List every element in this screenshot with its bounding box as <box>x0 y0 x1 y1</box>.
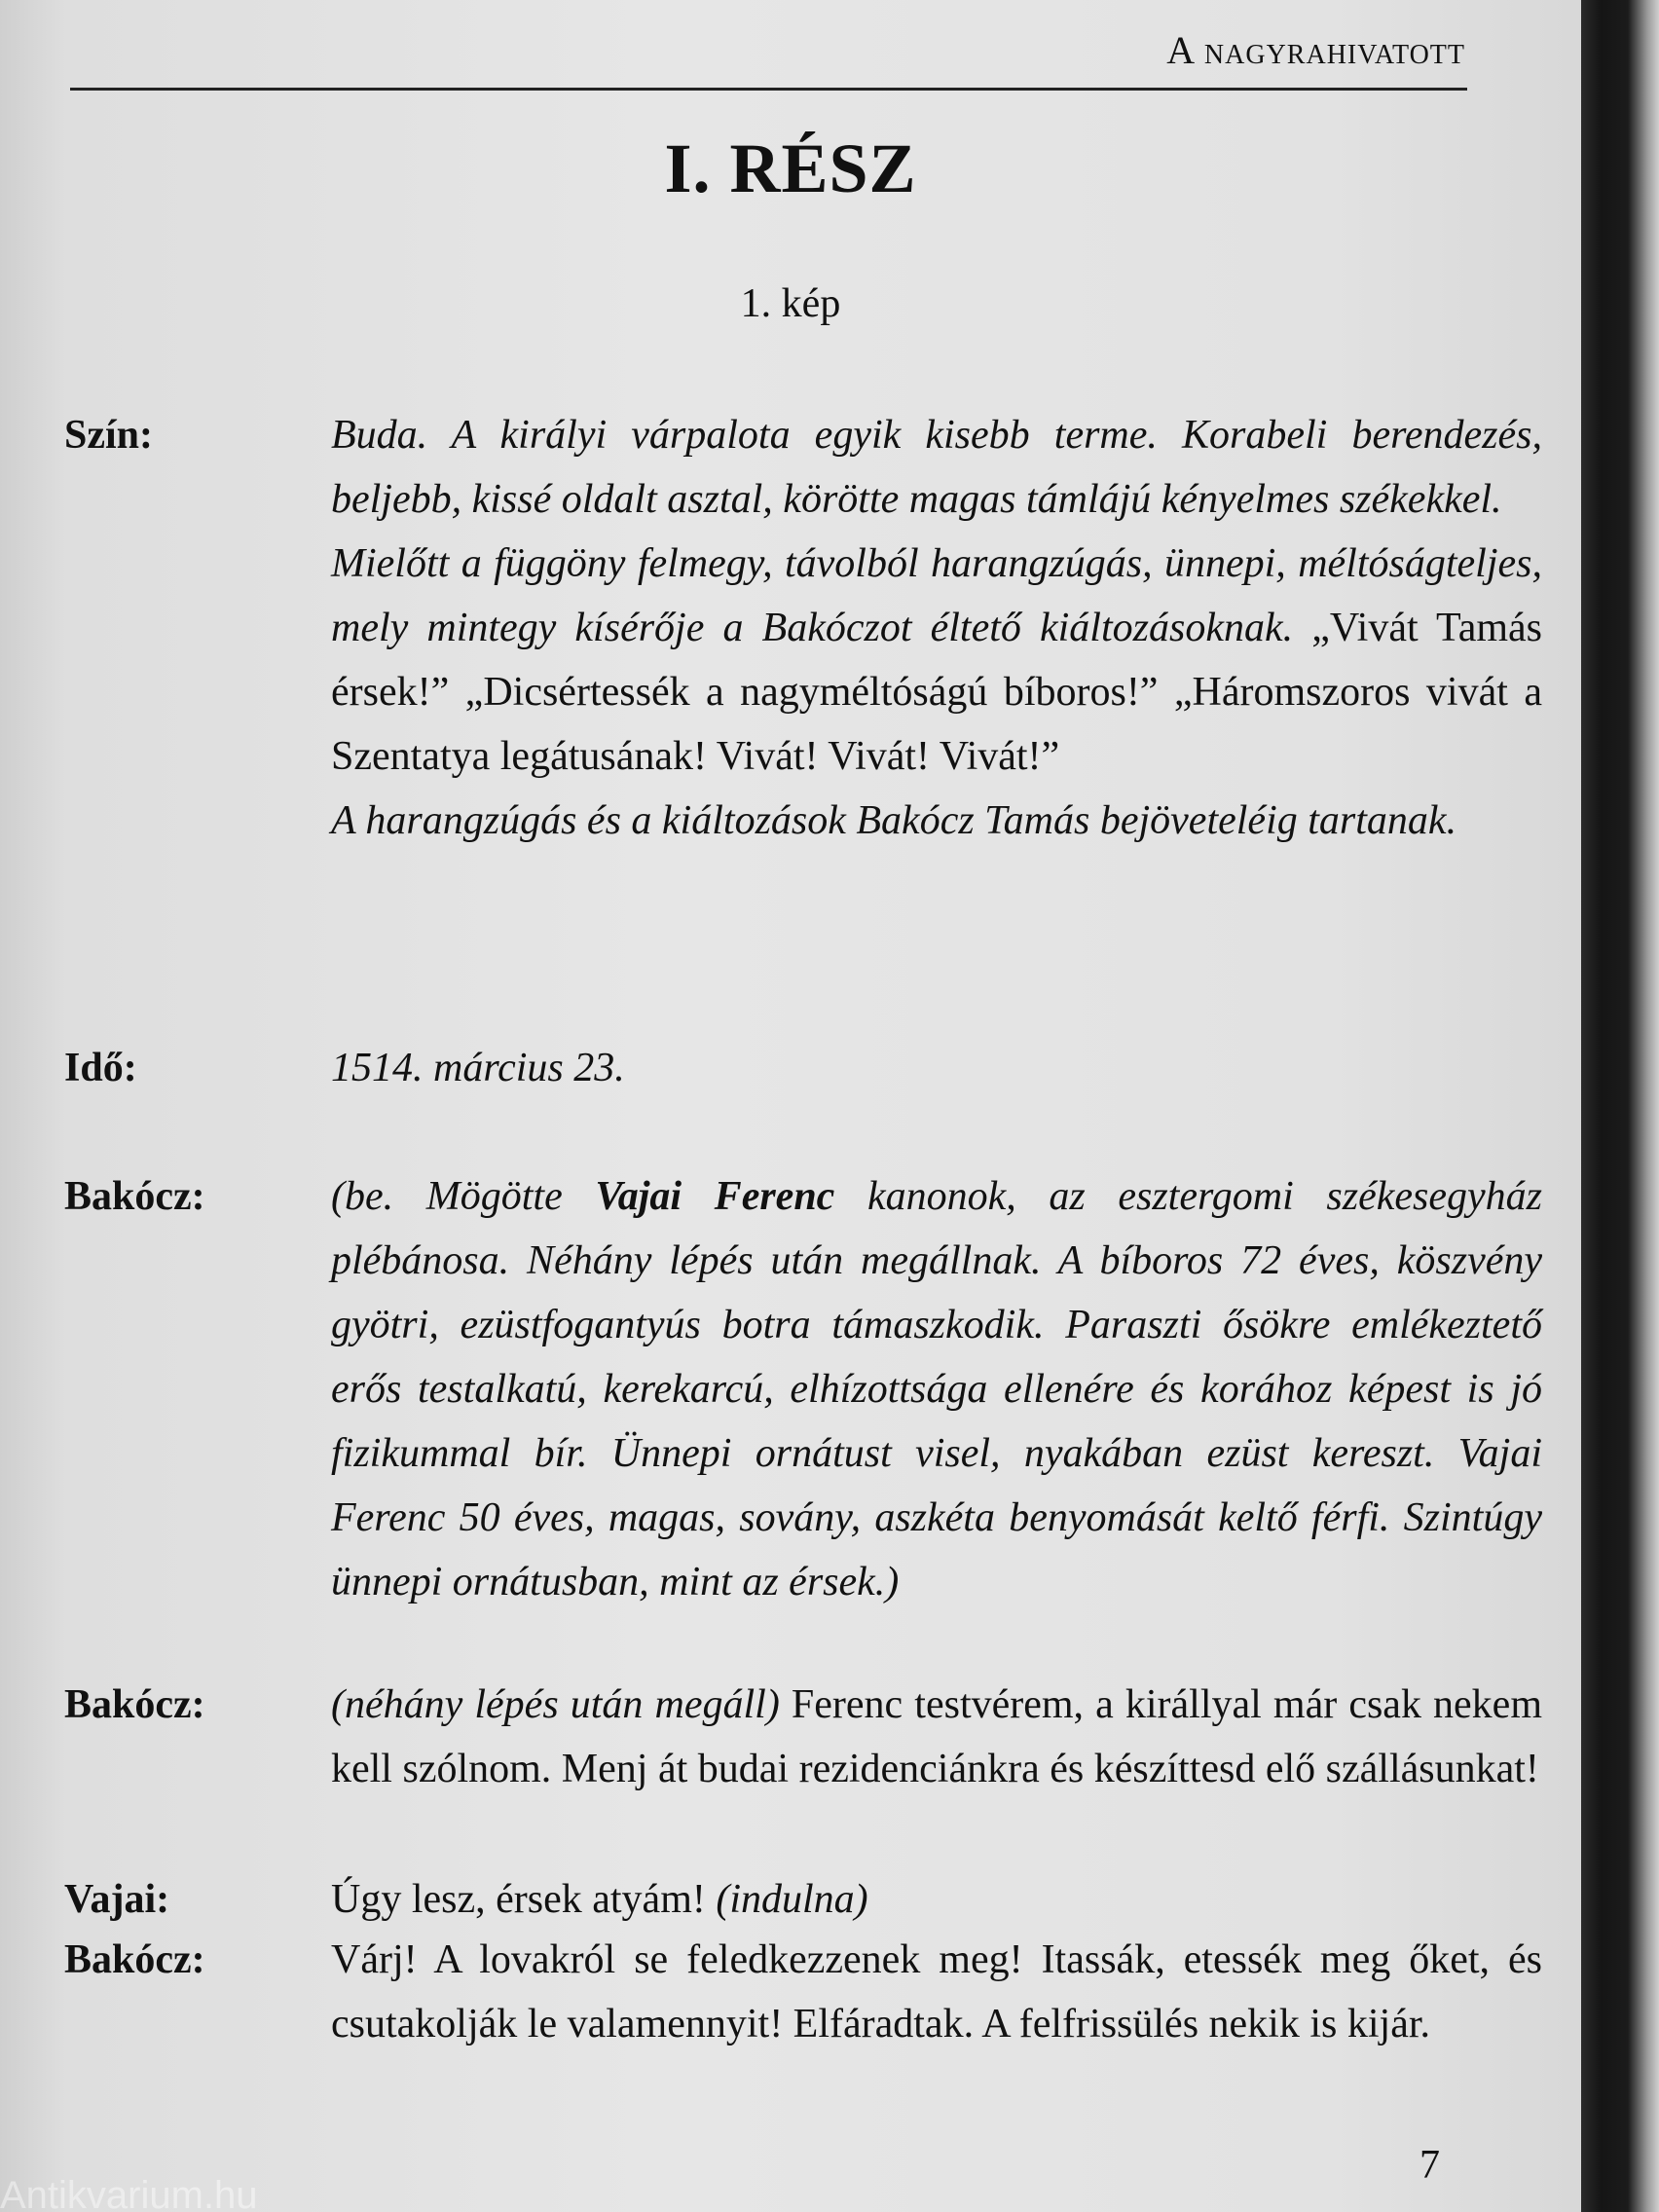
setting-shouts: „Vivát Tamás érsek!” „Dicsértessék a nagyméltóságú bíboros!” „Háromszoros vivát a Szentatya legátusának! Vivát! Vivát! Vivát!” <box>331 606 1542 779</box>
book-spine-shadow <box>1581 0 1659 2212</box>
speaker-label: Vajai: <box>64 1877 170 1922</box>
stage-direction: (néhány lépés után megáll) <box>331 1682 780 1727</box>
setting-stage-note: Mielőtt a függöny felmegy, távolból harangzúgás, ünnepi, méltóságteljes, mely mintegy kísérője a Bakóczot éltető kiáltozásoknak. <box>331 541 1542 650</box>
running-title: A nagyrahivatott <box>1166 28 1465 72</box>
watermark: Antikvarium.hu <box>0 2174 258 2212</box>
speech-text <box>331 1867 1542 1932</box>
stage-text: kanonok, az esztergomi székesegyház plébánosa. Néhány lépés után megállnak. A bíboros 72 éves, köszvény gyötri, ezüstfogantyús botra támaszkodik. Paraszti ősökre emlékeztető erős testalkatú, kerekarcú, elhízottsága ellenére és korához képest is jó fizikummal bír. Ünnepi ornátust visel, nyakában ezüst kereszt. Vajai Ferenc 50 éves, magas, sovány, aszkéta benyomását keltő férfi. Szintúgy ünnepi ornátusban, mint az érsek.) <box>331 1174 1542 1604</box>
speaker-label: Bakócz: <box>64 1174 205 1219</box>
speaker-label: Bakócz: <box>64 1682 205 1727</box>
stage-text: (be. Mögötte <box>331 1174 596 1219</box>
setting-label: Szín: <box>64 413 154 458</box>
scene-title: 1. kép <box>740 281 841 326</box>
speaker-label: Bakócz: <box>64 1937 205 1982</box>
time-text: 1514. március 23. <box>331 1046 625 1090</box>
setting-paragraph: Buda. A királyi várpalota egyik kisebb terme. Korabeli berendezés, beljebb, kissé oldalt asztal, körötte magas támlájú kényelmes székekkel. <box>331 413 1542 522</box>
speech: Úgy lesz, érsek atyám! <box>331 1877 717 1922</box>
page-header <box>70 27 1467 91</box>
setting-text <box>331 403 1542 853</box>
page-number: 7 <box>1419 2143 1440 2188</box>
speech-text: Várj! A lovakról se feledkezzenek meg! Itassák, etessék meg őket, és csutakolják le valamennyit! Elfáradtak. A felfrissülés nekik is kijár. <box>331 1937 1542 2046</box>
stage-direction <box>331 1164 1542 1614</box>
stage-direction: (indulna) <box>716 1877 868 1922</box>
setting-paragraph <box>331 532 1542 789</box>
speech-text <box>331 1673 1542 1801</box>
character-name: Vajai Ferenc <box>595 1174 835 1219</box>
speech: Ferenc testvérem, a királlyal már csak nekem kell szólnom. Menj át budai rezidenciánkra és készíttesd elő szállásunkat! <box>331 1682 1542 1791</box>
setting-paragraph: A harangzúgás és a kiáltozások Bakócz Tamás bejöveteléig tartanak. <box>331 798 1457 843</box>
time-label: Idő: <box>64 1046 137 1090</box>
part-title: I. RÉSZ <box>664 129 917 207</box>
